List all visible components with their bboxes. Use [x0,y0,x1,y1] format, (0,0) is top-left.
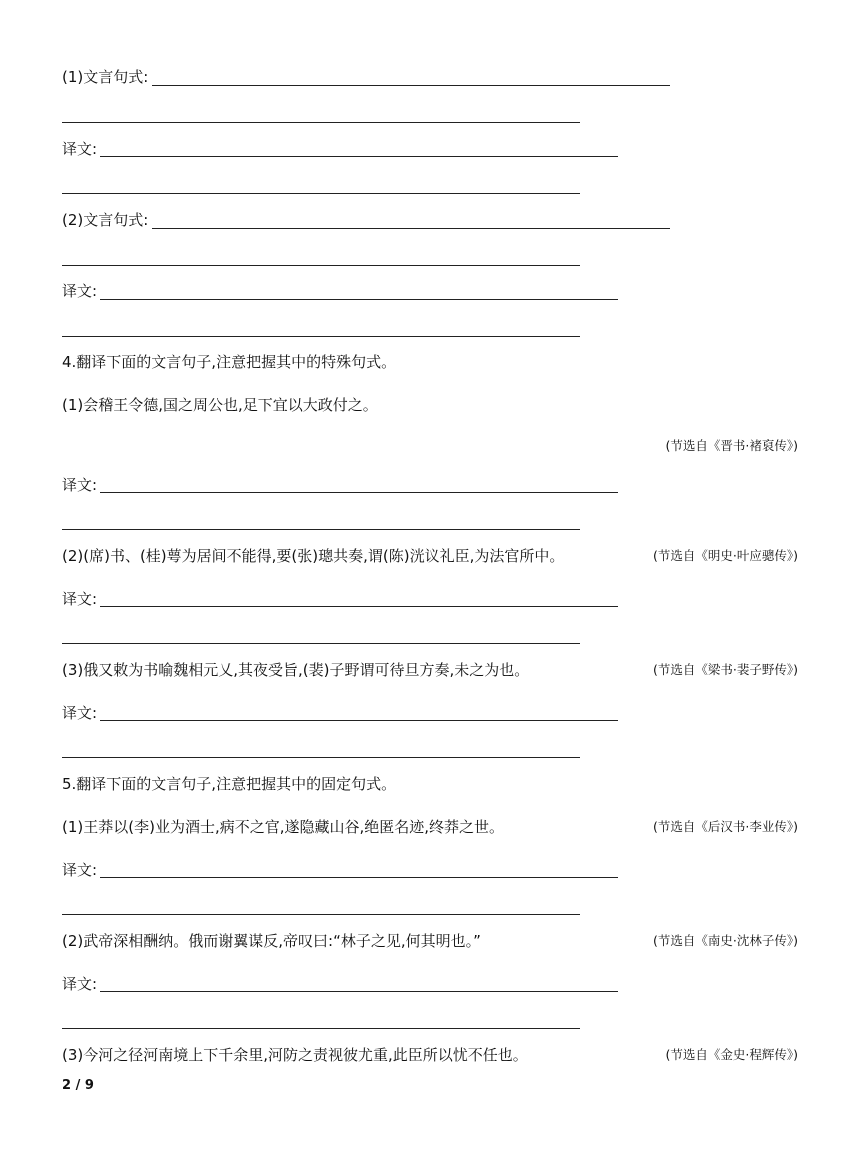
question-sentence: (2)武帝深相酬纳。俄而谢翼谋反,帝叹曰:“林子之见,何其明也。” [62,932,481,950]
source-citation: (节选自《南史·沈林子传》) [653,933,798,948]
question-sentence: (3)俄又敕为书喻魏相元乂,其夜受旨,(裴)子野谓可待旦方奏,未之为也。 [62,661,530,679]
answer-line [62,1028,580,1029]
source-citation: (节选自《后汉书·李业传》) [653,819,798,834]
source-citation: (节选自《晋书·褚裒传》) [665,438,798,453]
answer-line [152,85,670,86]
answer-line [100,877,618,878]
answer-line [100,720,618,721]
source-citation: (节选自《金史·程辉传》) [665,1047,798,1062]
translation-label: 译文: [62,590,98,608]
page-number: 2 / 9 [62,1078,94,1093]
translation-label: 译文: [62,282,98,300]
answer-line [100,606,618,607]
source-citation: (节选自《明史·叶应骢传》) [653,548,798,563]
answer-line [62,529,580,530]
answer-line [100,156,618,157]
answer-line [62,193,580,194]
item1-syntax-label: (1)文言句式: [62,68,149,86]
answer-line [100,991,618,992]
translation-label: 译文: [62,975,98,993]
section5-heading: 5.翻译下面的文言句子,注意把握其中的固定句式。 [62,775,397,793]
question-sentence: (1)王莽以(李)业为酒士,病不之官,遂隐藏山谷,绝匿名迹,终莽之世。 [62,818,505,836]
section4-heading: 4.翻译下面的文言句子,注意把握其中的特殊句式。 [62,353,397,371]
answer-line [62,122,580,123]
answer-line [62,336,580,337]
translation-label: 译文: [62,476,98,494]
answer-line [100,299,618,300]
answer-line [62,643,580,644]
answer-line [100,492,618,493]
item2-syntax-label: (2)文言句式: [62,211,149,229]
question-sentence: (2)(席)书、(桂)萼为居间不能得,要(张)璁共奏,谓(陈)洸议礼臣,为法官所中。 [62,547,565,565]
translation-label: 译文: [62,704,98,722]
question-sentence: (1)会稽王令德,国之周公也,足下宜以大政付之。 [62,396,378,414]
answer-line [62,265,580,266]
translation-label: 译文: [62,861,98,879]
translation-label: 译文: [62,140,98,158]
answer-line [152,228,670,229]
answer-line [62,757,580,758]
source-citation: (节选自《梁书·裴子野传》) [653,662,798,677]
question-sentence: (3)今河之径河南境上下千余里,河防之责视彼尤重,此臣所以忧不任也。 [62,1046,528,1064]
answer-line [62,914,580,915]
